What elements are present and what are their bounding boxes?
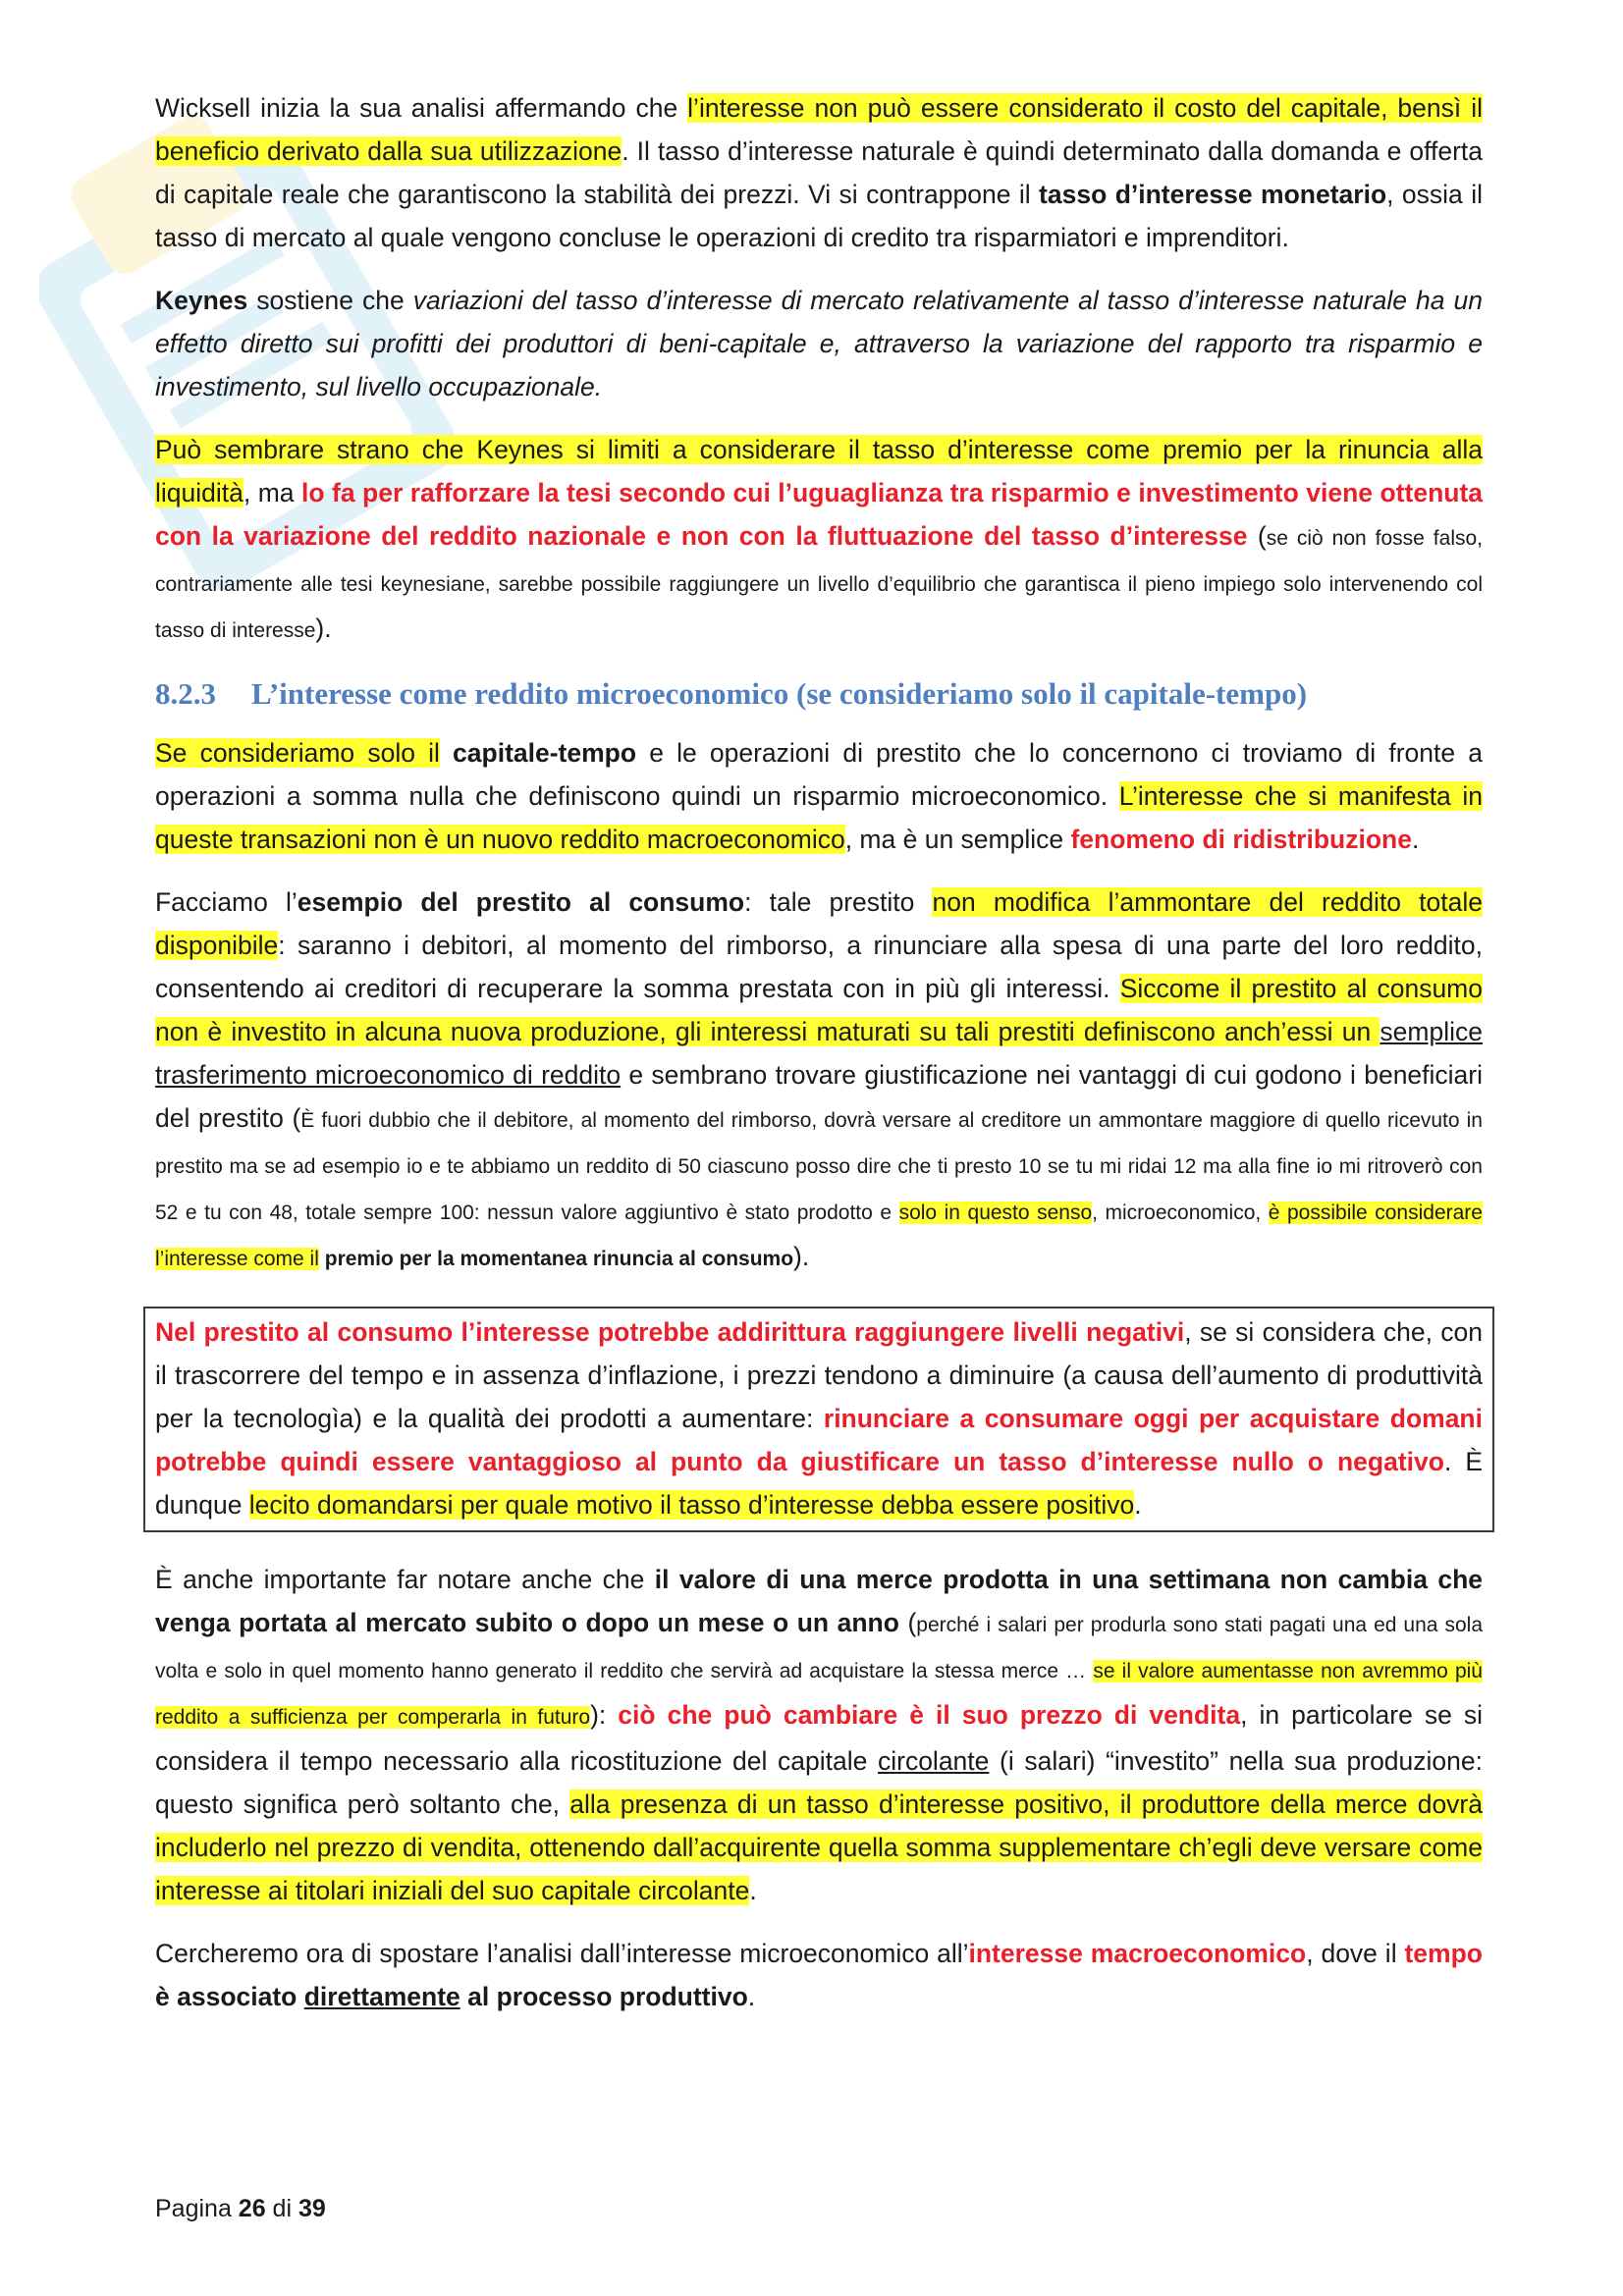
paragraph-liquidity: Può sembrare strano che Keynes si limiti a considerare il tasso d’interesse come premio per la rinuncia alla liquidità, ma lo fa per rafforzare la tesi secondo cui l’uguaglianza tra risparmio e investimento viene ottenuta con la variazione del reddito nazionale e non con la fluttuazione del tasso d’interesse (se ciò non fosse falso, contrariamente alle tesi keynesiane, sarebbe possibile raggiungere un livello d’equilibrio che garantisca il pieno impiego solo intervenendo col tasso di interesse). bbox=[155, 435, 1484, 643]
paragraph-capitale-tempo: Se consideriamo solo il capitale-tempo e le operazioni di prestito che lo concernono ci troviamo di fronte a operazioni a somma nulla che definiscono quindi un risparmio microeconomico. L’interesse che si manifesta in queste transazioni non è un nuovo reddito macroeconomico, ma è un semplice fenomeno di ridistribuzione. bbox=[155, 738, 1483, 854]
page-total: 39 bbox=[298, 2195, 326, 2222]
boxed-note bbox=[143, 1307, 1494, 1532]
highlight: L’interesse che si manifesta in queste transazioni non è un nuovo reddito macroeconomico bbox=[155, 781, 1483, 854]
highlight: lecito domandarsi per quale motivo il tasso d’interesse debba essere positivo bbox=[248, 1490, 1135, 1520]
highlight: Se consideriamo solo il bbox=[155, 738, 440, 768]
paragraph-keynes: Keynes sostiene che variazioni del tasso d’interesse di mercato relativamente al tasso d’interesse naturale ha un effetto diretto sui profitti dei produttori di beni-capitale e, attraverso la variazione del rapporto tra risparmio e investimento, sul livello occupazionale. bbox=[155, 286, 1483, 401]
paragraph-wicksell: Wicksell inizia la sua analisi affermando che l’interesse non può essere considerato il costo del capitale, bensì il beneficio derivato dalla sua utilizzazione. Il tasso d’interesse naturale è quindi determinato dalla domanda e offerta di capitale reale che garantiscono la stabilità dei prezzi. Vi si contrappone il tasso d’interesse monetario, ossia il tasso di mercato al quale vengono concluse le operazioni di credito tra risparmiatori e imprenditori. bbox=[155, 93, 1484, 252]
document-body bbox=[155, 86, 1483, 2038]
highlight: Siccome il prestito al consumo non è investito in alcuna nuova produzione, gli interessi maturati su tali prestiti definiscono anch’essi un bbox=[155, 974, 1483, 1046]
page-current: 26 bbox=[238, 2195, 266, 2222]
paragraph-conclusione: Cercheremo ora di spostare l’analisi dall’interesse microeconomico all’interesse macroeconomico, dove il tempo è associato direttamente al processo produttivo. bbox=[155, 1939, 1483, 2011]
highlight: è possibile considerare l’interesse come il bbox=[155, 1201, 1483, 1270]
highlight: l’interesse non può essere considerato il costo del capitale, bensì il beneficio derivato dalla sua utilizzazione bbox=[155, 93, 1483, 166]
highlight: non modifica l’ammontare del reddito totale disponibile bbox=[155, 887, 1483, 960]
section-title: L’interesse come reddito microeconomico (se consideriamo solo il capitale-tempo) bbox=[251, 676, 1308, 711]
paragraph-interesse-negativo: Nel prestito al consumo l’interesse potrebbe addirittura raggiungere livelli negativi, se si considera che, con il trascorrere del tempo e in assenza d’inflazione, i prezzi tendono a diminuire (a causa dell’aumento di produttività per la tecnologìa) e la qualità dei prodotti a aumentare: rinunciare a consumare oggi per acquistare domani potrebbe quindi essere vantaggioso al punto da giustificare un tasso d’interesse nullo o negativo. È dunque lecito domandarsi per quale motivo il tasso d’interesse debba essere positivo. bbox=[155, 1317, 1483, 1520]
highlight: alla presenza di un tasso d’interesse positivo, il produttore della merce dovrà includerlo nel prezzo di vendita, ottenendo dall’acquirente quella somma supplementare ch’egli deve versare come interesse ai titolari iniziali del suo capitale circolante bbox=[155, 1789, 1483, 1905]
highlight: se il valore aumentasse non avremmo più reddito a sufficienza per comperarla in futuro bbox=[155, 1660, 1483, 1729]
page-footer: Pagina 26 di 39 bbox=[155, 2195, 326, 2222]
highlight: solo in questo senso bbox=[898, 1201, 1093, 1224]
section-heading bbox=[155, 672, 1483, 716]
paragraph-prestito-consumo: Facciamo l’esempio del prestito al consumo: tale prestito non modifica l’ammontare del reddito totale disponibile: saranno i debitori, al momento del rimborso, a rinunciare alla spesa di una parte del loro reddito, consentendo ai creditori di recuperare la somma prestata con in più gli interessi. Siccome il prestito al consumo non è investito in alcuna nuova produzione, gli interessi maturati su tali prestiti definiscono anch’essi un semplice trasferimento microeconomico di reddito e sembrano trovare giustificazione nei vantaggi di cui godono i beneficiari del prestito (È fuori dubbio che il debitore, al momento del rimborso, dovrà versare al creditore un ammontare maggiore di quello ricevuto in prestito ma se ad esempio io e te abbiamo un reddito di 50 ciascuno posso dire che ti presto 10 se tu mi ridai 12 ma alla fine io mi ritroverò con 52 e tu con 48, totale sempre 100: nessun valore aggiuntivo è stato prodotto e solo in questo senso, microeconomico, è possibile considerare l’interesse come il premio per la momentanea rinuncia al consumo). bbox=[155, 887, 1484, 1271]
section-number: 8.2.3 bbox=[155, 676, 216, 711]
highlight: Può sembrare strano che Keynes si limiti a considerare il tasso d’interesse come premio per la rinuncia alla liquidità bbox=[155, 435, 1483, 507]
paragraph-valore-merce: È anche importante far notare anche che il valore di una merce prodotta in una settimana non cambia che venga portata al mercato subito o dopo un mese o un anno (perché i salari per produrla sono stati pagati una ed una sola volta e solo in quel momento hanno generato il reddito che servirà ad acquistare la stessa merce … se il valore aumentasse non avremmo più reddito a sufficienza per comperarla in futuro): ciò che può cambiare è il suo prezzo di vendita, in particolare se si considera il tempo necessario alla ricostituzione del capitale circolante (i salari) “investito” nella sua produzione: questo significa però soltanto che, alla presenza di un tasso d’interesse positivo, il produttore della merce dovrà includerlo nel prezzo di vendita, ottenendo dall’acquirente quella somma supplementare ch’egli deve versare come interesse ai titolari iniziali del suo capitale circolante. bbox=[155, 1565, 1484, 1905]
